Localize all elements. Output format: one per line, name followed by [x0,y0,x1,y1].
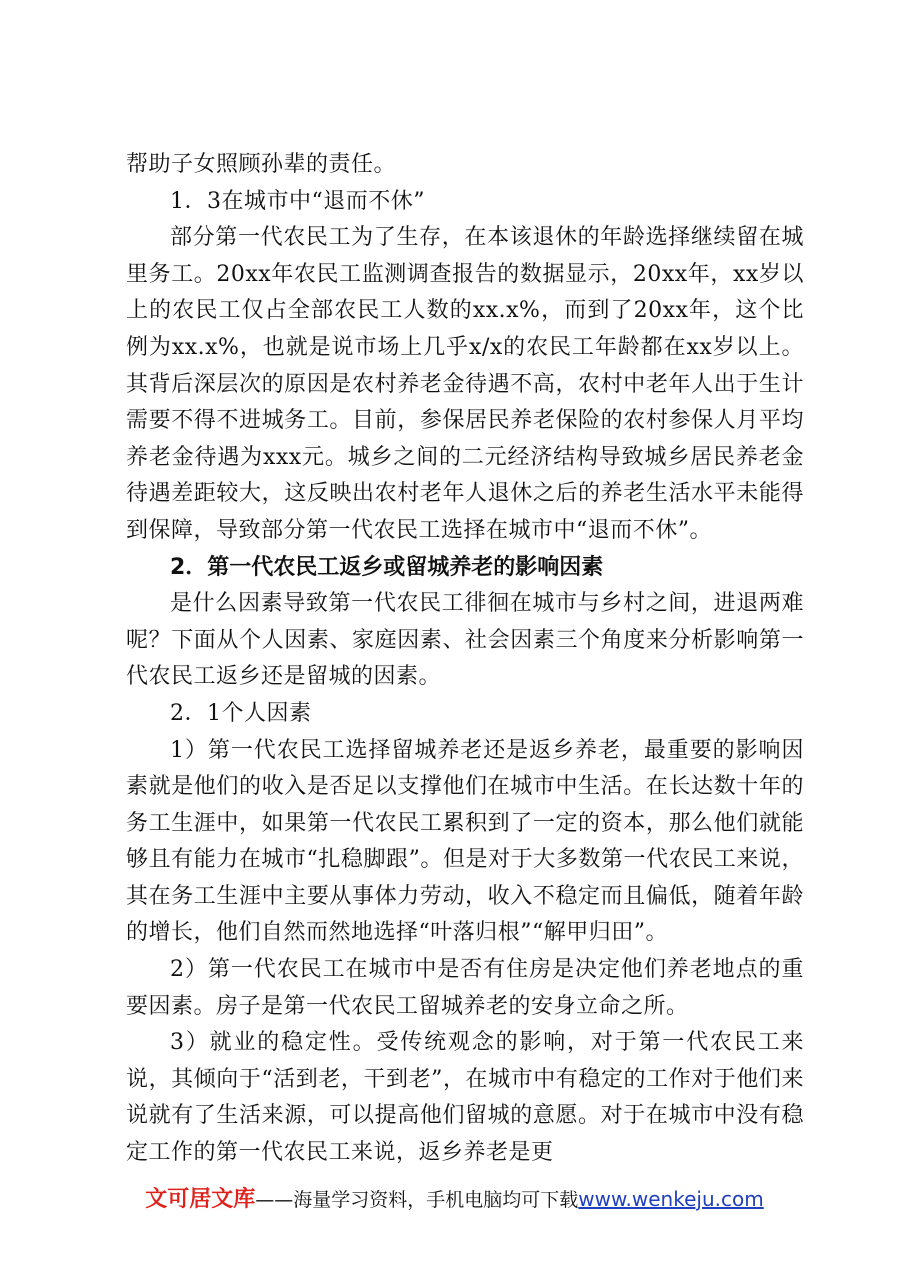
document-body [126,147,804,1172]
footer-slogan: ——海量学习资料，手机电脑均可下载 [255,1189,579,1211]
page-footer [0,1182,909,1213]
paragraph-factors-intro: 是什么因素导致第一代农民工徘徊在城市与乡村之间，进退两难呢？下面从个人因素、家庭因素、社会因素三个角度来分析影响第一代农民工返乡还是留城的因素。 [126,591,804,690]
paragraph-continuation: 帮助子女照顾孙辈的责任。 [126,152,397,177]
footer-site-link[interactable]: www.wenkeju.com [578,1187,764,1211]
section-heading-2: 2．第一代农民工返乡或留城养老的影响因素 [170,554,604,580]
paragraph-income-factor: 1）第一代农民工选择留城养老还是返乡养老，最重要的影响因素就是他们的收入是否足以支撑他们在城市中生活。在长达数十年的务工生涯中，如果第一代农民工累积到了一定的资本，那么他们就能够且有能力在城市“扎稳脚跟”。但是对于大多数第一代农民工来说，其在务工生涯中主要从事体力劳动，收入不稳定而且偏低，随着年龄的增长，他们自然而然地选择“叶落归根”“解甲归田”。 [126,737,804,946]
paragraph-retirement-work: 部分第一代农民工为了生存，在本该退休的年龄选择继续留在城里务工。20xx年农民工监测调查报告的数据显示，20xx年，xx岁以上的农民工仅占全部农民工人数的xx.x%，而到了20xx年，这个比例为xx.x%，也就是说市场上几乎x/x的农民工年龄都在xx岁以上。其背后深层次的原因是农村养老金待遇不高，农村中老年人出于生计需要不得不进城务工。目前，参保居民养老保险的农村参保人月平均养老金待遇为xxx元。城乡之间的二元经济结构导致城乡居民养老金待遇差距较大，这反映出农村老年人退休之后的养老生活水平未能得到保障，导致部分第一代农民工选择在城市中“退而不休”。 [126,225,804,543]
paragraph-housing-factor: 2）第一代农民工在城市中是否有住房是决定他们养老地点的重要因素。房子是第一代农民工留城养老的安身立命之所。 [126,957,804,1019]
footer-brand: 文可居文库 [145,1187,256,1212]
paragraph-employment-factor: 3）就业的稳定性。受传统观念的影响，对于第一代农民工来说，其倾向于“活到老，干到老”，在城市中有稳定的工作对于他们来说就有了生活来源，可以提高他们留城的意愿。对于在城市中没有稳定工作的第一代农民工来说，返乡养老是更 [126,1030,804,1166]
subsection-heading-2-1: 2．1个人因素 [170,700,312,726]
subsection-heading-1-3: 1．3在城市中“退而不休” [170,188,425,214]
